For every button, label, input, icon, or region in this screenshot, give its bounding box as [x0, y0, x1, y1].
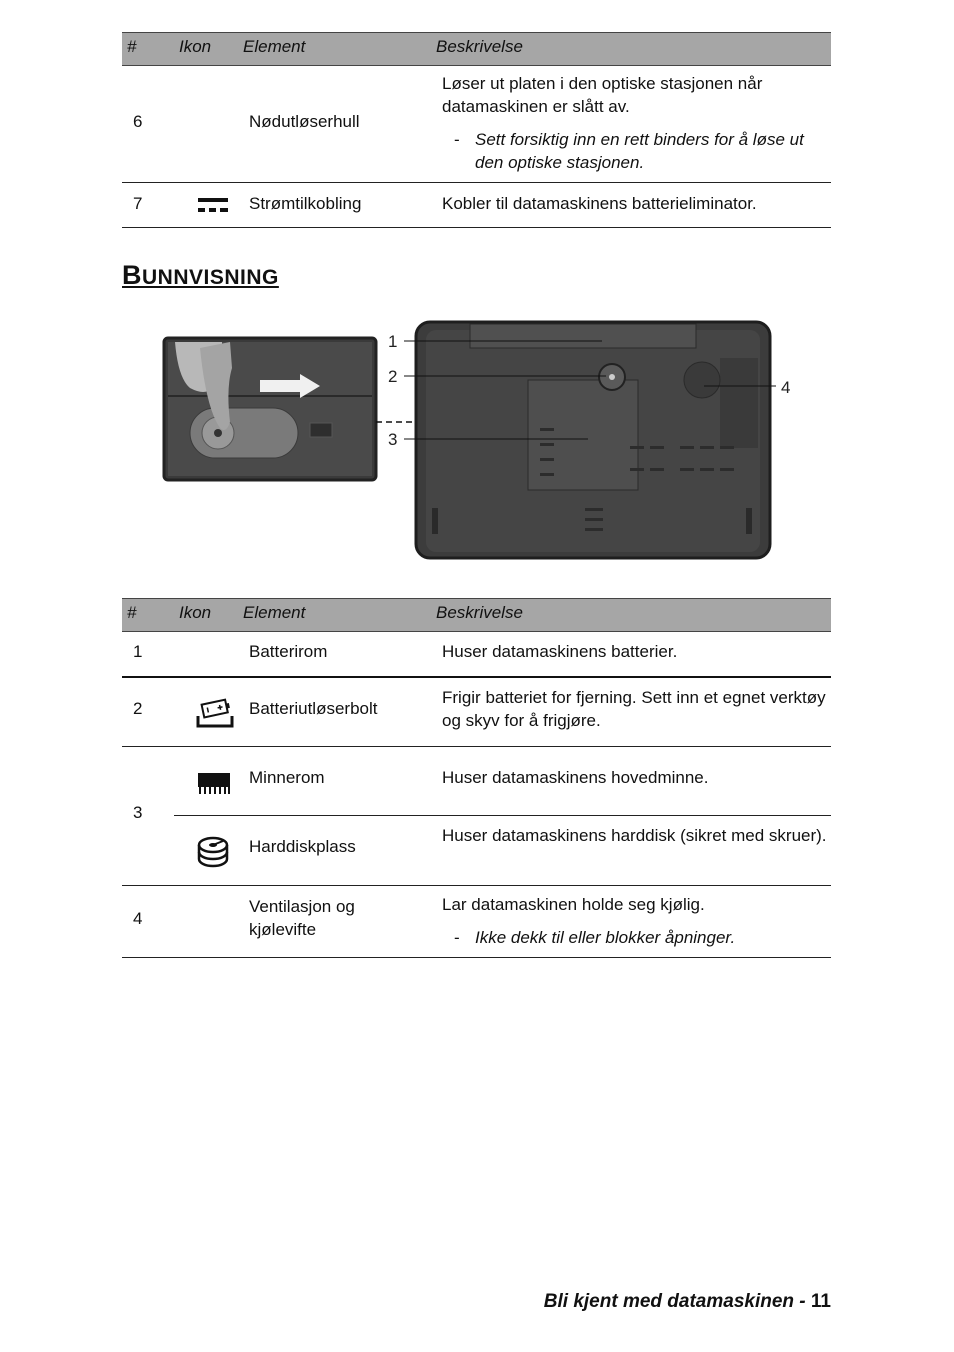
bottom-table [122, 598, 831, 958]
header-icon: Ikon [179, 603, 212, 622]
row-description: Huser datamaskinens harddisk (sikret med skruer). [442, 826, 827, 845]
table-header [122, 598, 831, 632]
callout-2: 2 [388, 367, 398, 386]
row-number: 4 [133, 909, 143, 928]
header-icon: Ikon [179, 37, 212, 56]
description-note [442, 926, 832, 949]
sub-row-divider [174, 815, 831, 816]
dc-power-icon [196, 196, 230, 218]
row-description: Huser datamaskinens hovedminne. [442, 768, 709, 787]
row-element: Strømtilkobling [249, 194, 362, 213]
title-rest: UNNVISNING [142, 266, 279, 289]
row-element: Batteriutløserbolt [249, 699, 378, 718]
note-text: Ikke dekk til eller blokker åpninger. [475, 928, 736, 947]
footer-title: Bli kjent med datamaskinen - [543, 1291, 806, 1312]
row-number: 2 [133, 699, 143, 718]
memory-icon [196, 771, 232, 797]
row-number: 1 [133, 642, 143, 661]
row-element: Batterirom [249, 642, 328, 661]
description-note [442, 128, 832, 174]
row-number: 7 [133, 194, 143, 213]
header-description: Beskrivelse [436, 37, 523, 56]
table-row [122, 632, 831, 678]
table-header [122, 32, 831, 66]
section-title [122, 260, 279, 291]
note-dash: - [454, 928, 460, 947]
header-num: # [127, 603, 137, 622]
table-row [122, 747, 831, 886]
callout-1: 1 [388, 332, 398, 351]
laptop-bottom [416, 322, 770, 558]
header-element: Element [243, 37, 306, 56]
description-text: Lar datamaskinen holde seg kjølig. [442, 895, 705, 914]
row-element: Harddiskplass [249, 837, 356, 856]
header-element: Element [243, 603, 306, 622]
title-initial: B [122, 260, 142, 290]
battery-release-icon [196, 698, 234, 730]
callout-3: 3 [388, 430, 398, 449]
row-description [442, 893, 832, 949]
table-row [122, 183, 831, 228]
callout-4: 4 [781, 378, 791, 397]
page-number: 11 [810, 1291, 831, 1312]
table-row [122, 886, 831, 958]
row-number: 3 [133, 803, 143, 822]
laptop-bottom-figure [160, 318, 800, 564]
top-table [122, 32, 831, 228]
header-num: # [127, 37, 137, 56]
table-row [122, 66, 831, 183]
description-text: Løser ut platen i den optiske stasjonen når datamaskinen er slått av. [442, 74, 763, 116]
inset-photo [164, 338, 376, 480]
row-description: Kobler til datamaskinens batterieliminator. [442, 194, 757, 213]
page-footer [544, 1291, 831, 1313]
row-description: Frigir batteriet for fjerning. Sett inn et egnet verktøy og skyv for å frigjøre. [442, 688, 826, 730]
row-description [442, 72, 832, 174]
note-dash: - [454, 130, 460, 149]
table-row [122, 678, 831, 747]
row-element: Minnerom [249, 768, 325, 787]
note-text: Sett forsiktig inn en rett binders for å løse ut den optiske stasjonen. [475, 130, 804, 172]
hard-disk-icon [196, 835, 230, 869]
row-description: Huser datamaskinens batterier. [442, 642, 678, 661]
row-element: Nødutløserhull [249, 112, 360, 131]
row-element: Ventilasjon og kjølevifte [249, 897, 355, 939]
header-description: Beskrivelse [436, 603, 523, 622]
row-number: 6 [133, 112, 143, 131]
